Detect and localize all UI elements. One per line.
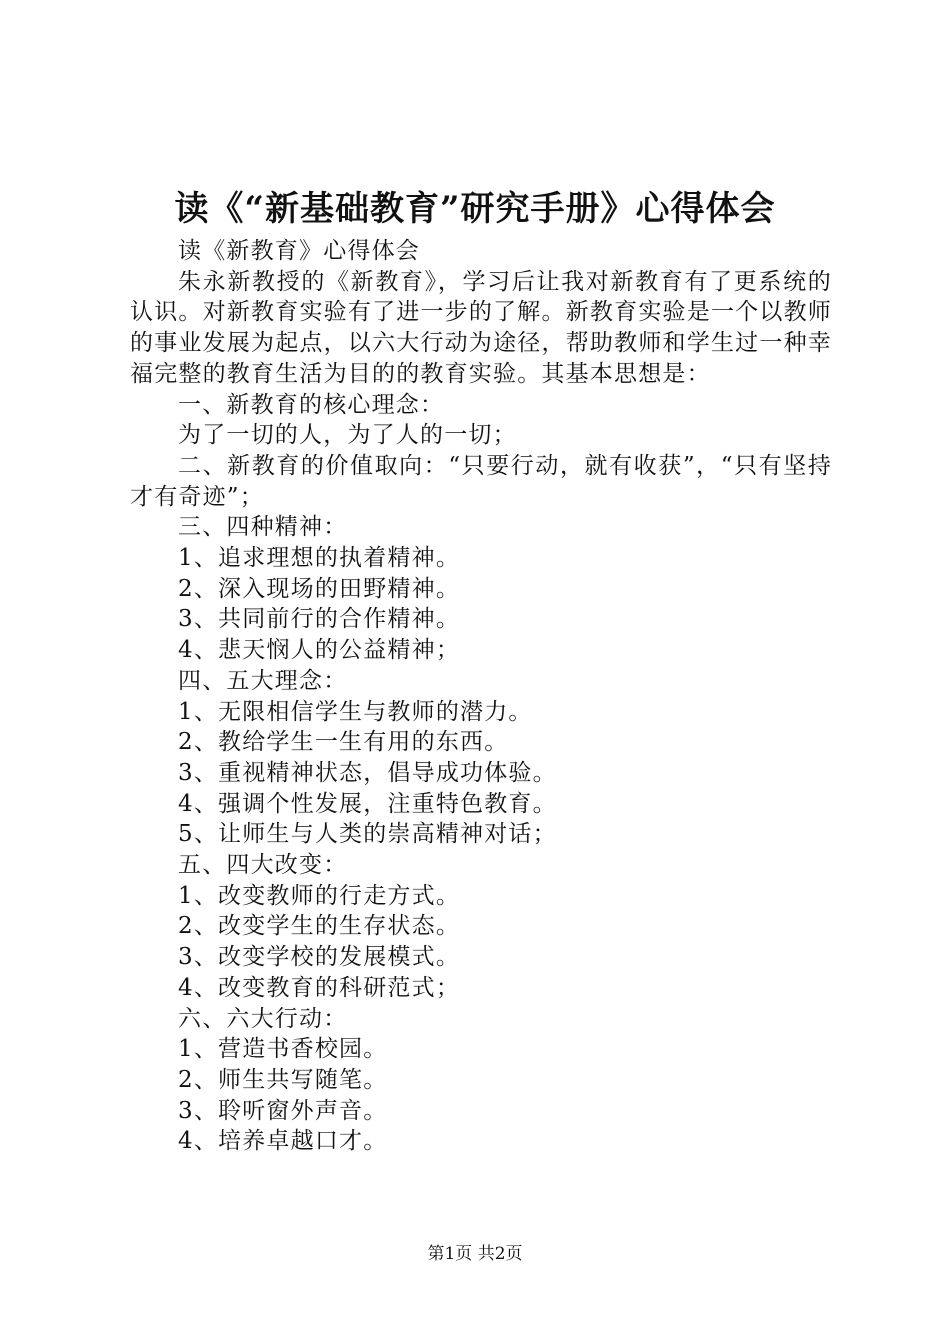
paragraph: 三、四种精神：: [178, 514, 348, 541]
paragraph: 4、培养卓越口才。: [178, 1128, 388, 1155]
paragraph: 2、深入现场的田野精神。: [178, 575, 461, 602]
paragraph: 4、改变教育的科研范式；: [178, 974, 461, 1001]
paragraph: 3、共同前行的合作精神。: [178, 606, 461, 633]
paragraph: 一、新教育的核心理念：: [178, 391, 445, 418]
paragraph: 读《新教育》心得体会: [178, 238, 420, 264]
paragraph: 四、五大理念：: [178, 667, 348, 694]
paragraph: 2、教给学生一生有用的东西。: [178, 729, 509, 756]
paragraph: 5、让师生与人类的崇高精神对话；: [178, 821, 557, 848]
paragraph: 五、四大改变：: [178, 852, 348, 879]
document-title: 读《“新基础教育”研究手册》心得体会: [174, 189, 776, 229]
paragraph: 3、重视精神状态，倡导成功体验。: [178, 759, 557, 786]
page-number-footer: 第1页 共2页: [427, 1244, 523, 1264]
paragraph: 4、悲天悯人的公益精神；: [178, 637, 461, 664]
paragraph: 1、改变教师的行走方式。: [178, 882, 461, 909]
paragraph: 3、改变学校的发展模式。: [178, 944, 461, 971]
paragraph: 为了一切的人，为了人的一切；: [178, 422, 517, 449]
paragraph: 二、新教育的价值取向：“只要行动，就有收获”，“只有坚持才有奇迹”；: [130, 452, 832, 510]
paragraph: 1、追求理想的执着精神。: [178, 545, 461, 572]
paragraph: 1、无限相信学生与教师的潜力。: [178, 698, 533, 725]
paragraph: 3、聆听窗外声音。: [178, 1097, 388, 1124]
paragraph: 2、改变学生的生存状态。: [178, 913, 461, 940]
document-body: [130, 236, 832, 1157]
paragraph: 2、师生共写随笔。: [178, 1066, 388, 1093]
paragraph: 朱永新教授的《新教育》，学习后让我对新教育有了更系统的认识。对新教育实验有了进一步的了解。新教育实验是一个以教师的事业发展为起点，以六大行动为途径，帮助教师和学生过一种幸福完整的教育生活为目的的教育实验。其基本思想是：: [130, 268, 832, 387]
paragraph: 六、六大行动：: [178, 1005, 348, 1032]
paragraph: 1、营造书香校园。: [178, 1036, 388, 1063]
paragraph: 4、强调个性发展，注重特色教育。: [178, 790, 557, 817]
